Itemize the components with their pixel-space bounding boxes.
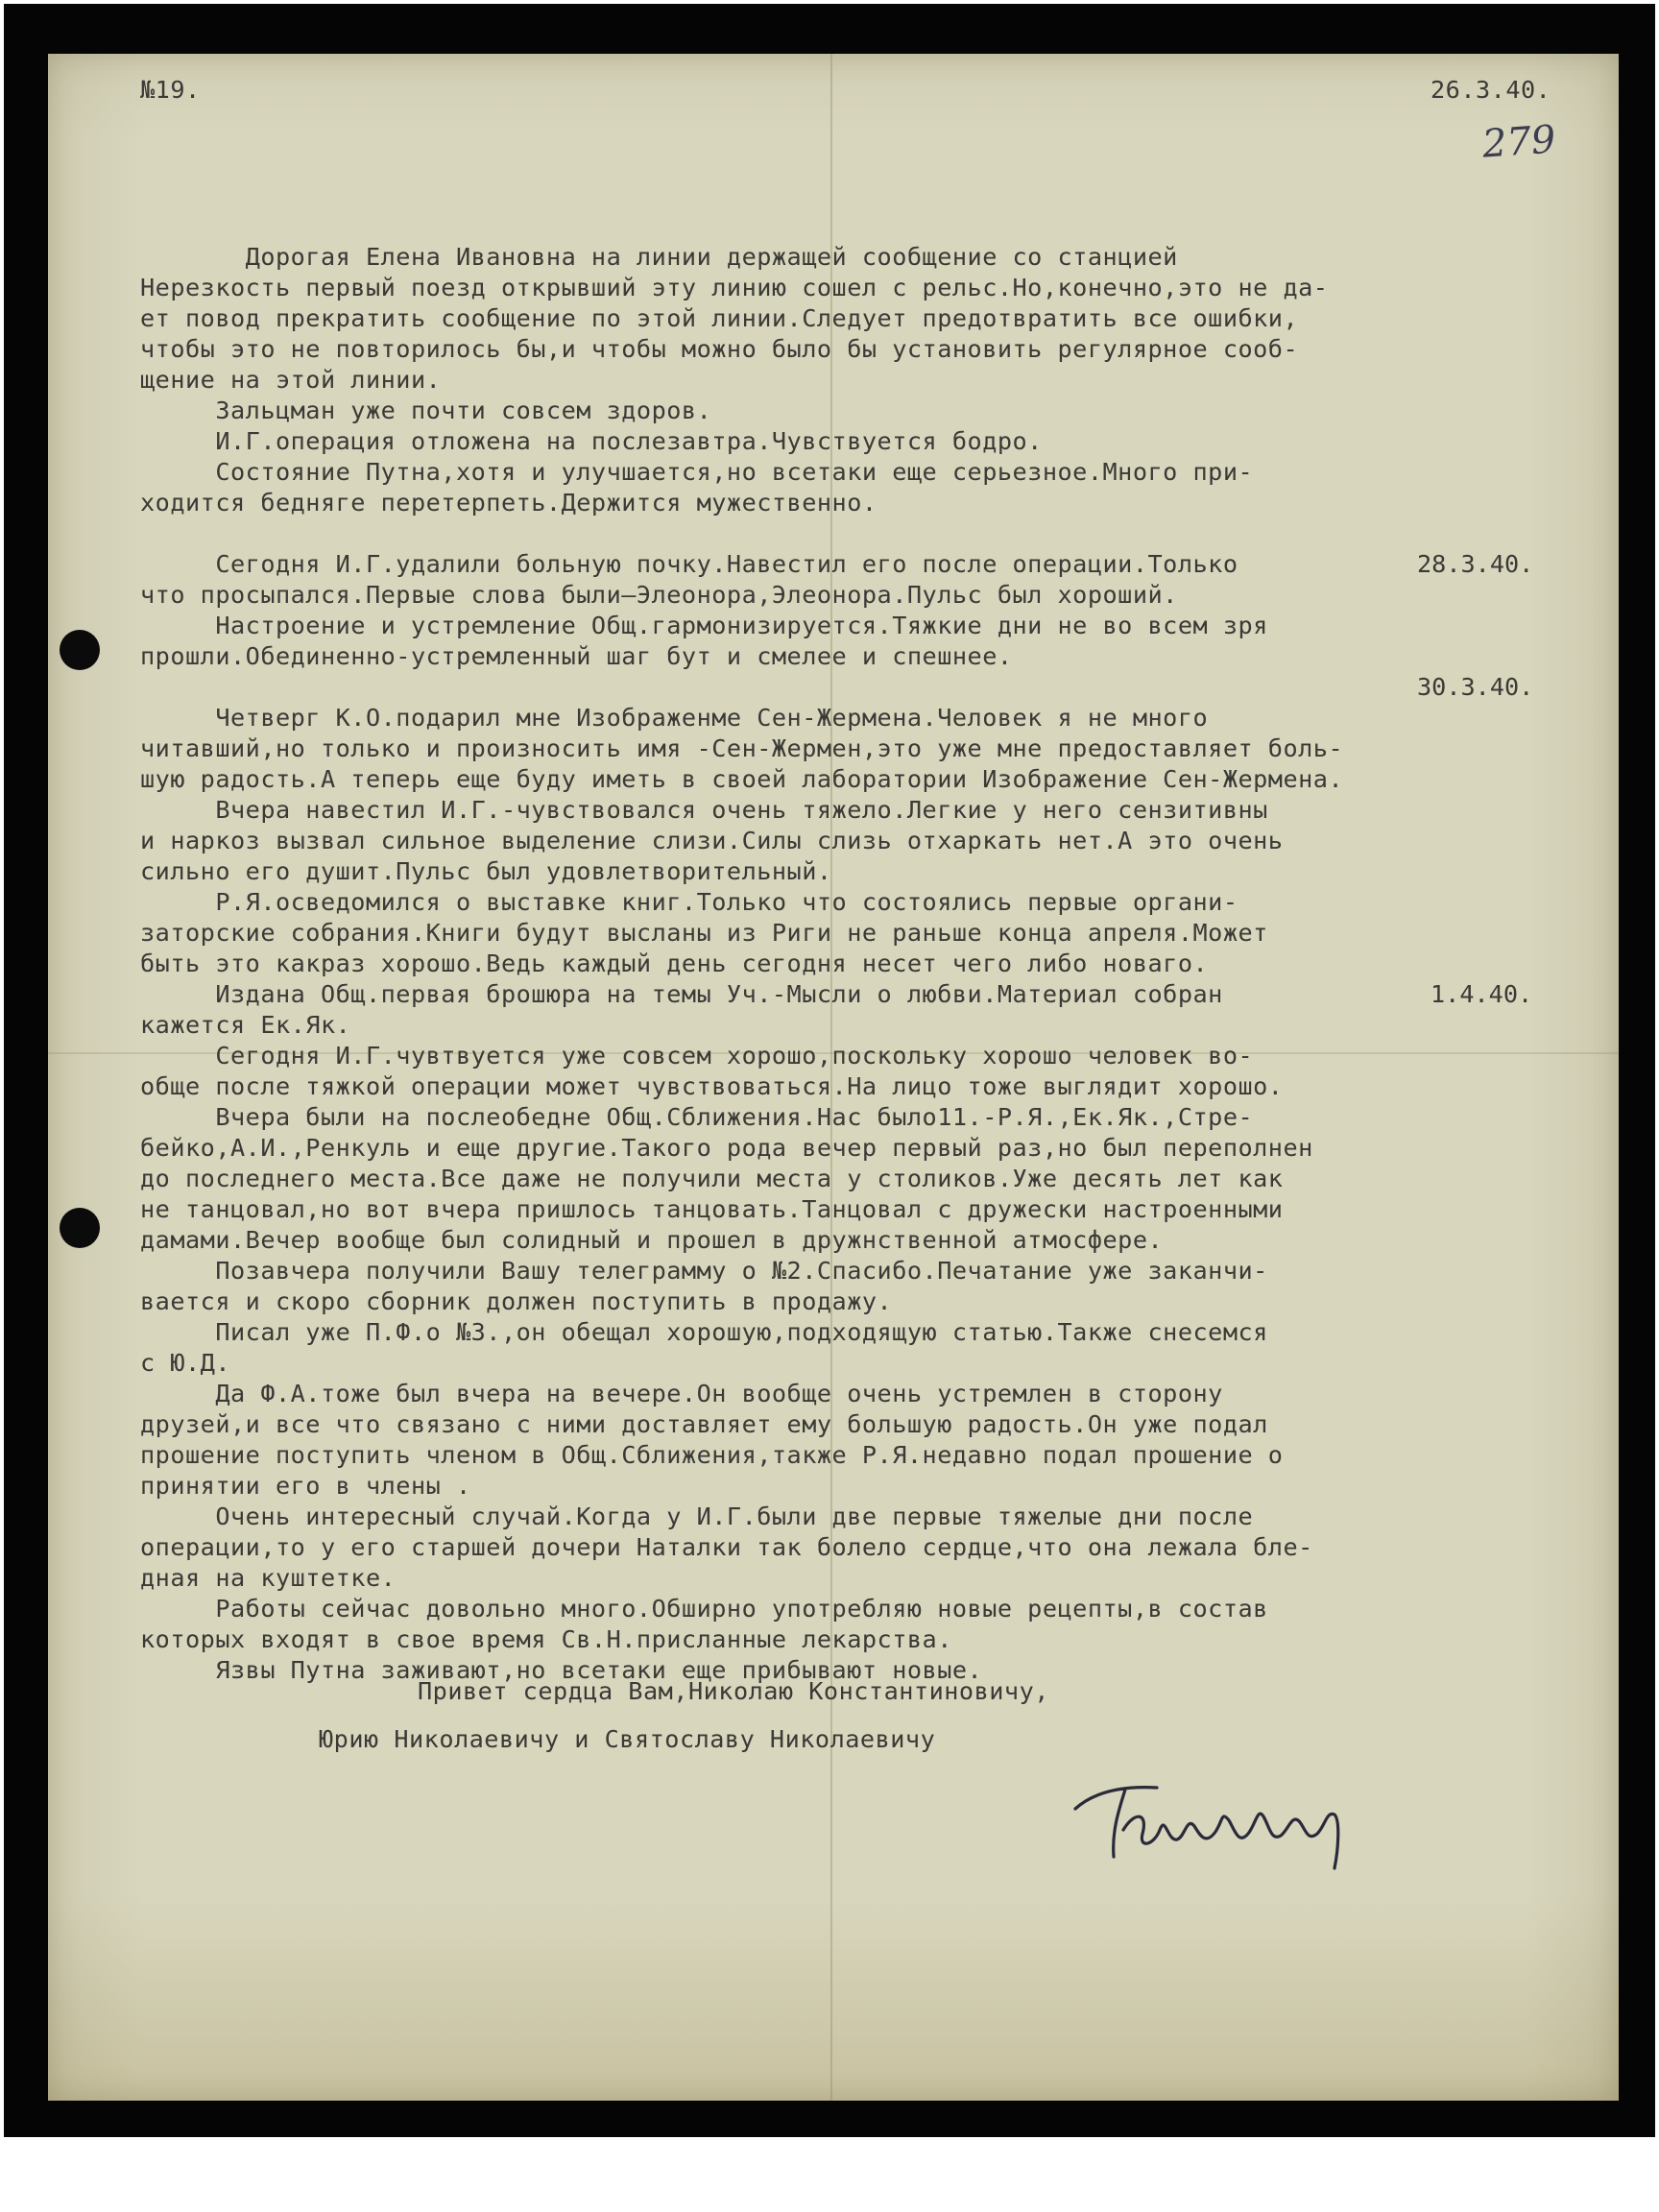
letter-line: до последнего места.Все даже не получили места у столиков.Уже десять лет как: [140, 1165, 1284, 1192]
letter-line: что просыпался.Первые слова были—Элеонора,Элеонора.Пульс был хороший.: [140, 581, 1178, 609]
letter-line: Состояние Путна,хотя и улучшается,но всетаки еще серьезное.Много при-: [140, 458, 1254, 486]
letter-line: Зальцман уже почти совсем здоров.: [140, 397, 712, 424]
punch-hole: [60, 630, 100, 670]
letter-line: операции,то у его старшей дочери Наталки так болело сердце,что она лежала бле-: [140, 1533, 1313, 1561]
letter-line: с Ю.Д.: [140, 1349, 230, 1377]
closing-greeting: Юрию Николаевичу и Святославу Николаевичу: [319, 1725, 936, 1753]
letter-line: Позавчера получили Вашу телеграмму о №2.Спасибо.Печатание уже заканчи-: [140, 1257, 1268, 1285]
letter-line: [140, 518, 1609, 549]
letter-line: [140, 672, 1609, 703]
handwritten-signature: [1066, 1753, 1373, 1887]
letter-line: дамами.Вечер вообще был солидный и прошел в дружнственной атмосфере.: [140, 1226, 1164, 1254]
letter-line: дная на куштетке.: [140, 1564, 397, 1592]
entry-date: 30.3.40.: [1417, 673, 1534, 701]
letter-line: чтобы это не повторилось бы,и чтобы можно было бы установить регулярное сооб-: [140, 335, 1299, 363]
letter-line: Работы сейчас довольно много.Обширно употребляю новые рецепты,в состав: [140, 1595, 1268, 1623]
letter-line: сильно его душит.Пульс был удовлетворительный.: [140, 857, 832, 885]
letter-line: Сегодня И.Г.удалили больную почку.Навестил его после операции.Только: [140, 550, 1238, 578]
letter-line: друзей,и все что связано с ними доставляет ему большую радость.Он уже подал: [140, 1410, 1268, 1438]
letter-line: заторские собрания.Книги будут высланы из Риги не раньше конца апреля.Может: [140, 919, 1268, 947]
punch-hole: [60, 1208, 100, 1248]
letter-line: Настроение и устремление Общ.гармонизируется.Тяжкие дни не во всем зря: [140, 612, 1268, 639]
letter-line: щение на этой линии.: [140, 366, 442, 394]
letter-line: Четверг К.О.подарил мне Изображенме Сен-Жермена.Человек я не много: [140, 704, 1209, 732]
letter-line: ходится бедняге перетерпеть.Держится мужественно.: [140, 489, 878, 517]
letter-line: Вчера были на послеобедне Общ.Сближения.Нас было11.-Р.Я.,Ек.Як.,Стре-: [140, 1103, 1254, 1131]
letter-line: обще после тяжкой операции может чувствоваться.На лицо тоже выглядит хорошо.: [140, 1072, 1284, 1100]
letter-line: Дорогая Елена Ивановна на линии держащей сообщение со станцией: [140, 243, 1178, 271]
closing-greeting: Привет сердца Вам,Николаю Константиновичу,: [418, 1677, 1049, 1705]
letter-line: прошли.Обединенно-устремленный шаг бут и смелее и спешнее.: [140, 642, 1013, 670]
letter-line: прошение поступить членом в Общ.Сближения,также Р.Я.недавно подал прошение о: [140, 1441, 1284, 1469]
letter-line: Издана Общ.первая брошюра на темы Уч.-Мысли о любви.Материал собран: [140, 980, 1223, 1008]
letter-line: И.Г.операция отложена на послезавтра.Чувствуется бодро.: [140, 427, 1043, 455]
letter-line: кажется Ек.Як.: [140, 1011, 351, 1039]
letter-line: Нерезкость первый поезд открывший эту линию сошел с рельс.Но,конечно,это не да-: [140, 274, 1329, 301]
entry-date: 1.4.40.: [1431, 980, 1533, 1008]
letter-line: вается и скоро сборник должен поступить в продажу.: [140, 1287, 893, 1315]
letter-line: Р.Я.осведомился о выставке книг.Только что состоялись первые органи-: [140, 888, 1238, 916]
letter-line: Очень интересный случай.Когда у И.Г.были две первые тяжелые дни после: [140, 1503, 1254, 1530]
letter-line: Сегодня И.Г.чувтвуется уже совсем хорошо,поскольку хорошо человек во-: [140, 1042, 1254, 1070]
letter-line: не танцовал,но вот вчера пришлось танцовать.Танцовал с дружески настроенными: [140, 1195, 1284, 1223]
letter-line: читавший,но только и произносить имя -Сен-Жермен,это уже мне предоставляет боль-: [140, 734, 1344, 762]
letter-date: 26.3.40.: [1431, 76, 1551, 104]
letter-line: Язвы Путна заживают,но всетаки еще прибывают новые.: [140, 1656, 983, 1684]
letter-line: и наркоз вызвал сильное выделение слизи.Силы слизь отхаркать нет.А это очень: [140, 827, 1284, 854]
archive-page-number: 279: [1480, 117, 1557, 167]
letter-line: шую радость.А теперь еще буду иметь в своей лаборатории Изображение Сен-Жермена.: [140, 765, 1344, 793]
scan-frame: [4, 4, 1655, 2137]
letter-body: [140, 242, 1609, 1686]
letter-line: которых входят в свое время Св.Н.присланные лекарства.: [140, 1625, 952, 1653]
letter-line: ет повод прекратить сообщение по этой линии.Следует предотвратить все ошибки,: [140, 304, 1299, 332]
letter-line: бейко,А.И.,Ренкуль и еще другие.Такого рода вечер первый раз,но был переполнен: [140, 1134, 1313, 1162]
letter-line: Вчера навестил И.Г.-чувствовался очень тяжело.Легкие у него сензитивны: [140, 796, 1268, 824]
letter-line: принятии его в члены .: [140, 1472, 471, 1500]
entry-date: 28.3.40.: [1417, 550, 1534, 578]
letter-line: Да Ф.А.тоже был вчера на вечере.Он вообще очень устремлен в сторону: [140, 1380, 1223, 1407]
letter-page: [48, 54, 1619, 2101]
letter-line: быть это какраз хорошо.Ведь каждый день сегодня несет чего либо новаго.: [140, 950, 1209, 977]
letter-number: №19.: [140, 76, 201, 104]
letter-line: Писал уже П.Ф.о №3.,он обещал хорошую,подходящую статью.Также снесемся: [140, 1318, 1268, 1346]
